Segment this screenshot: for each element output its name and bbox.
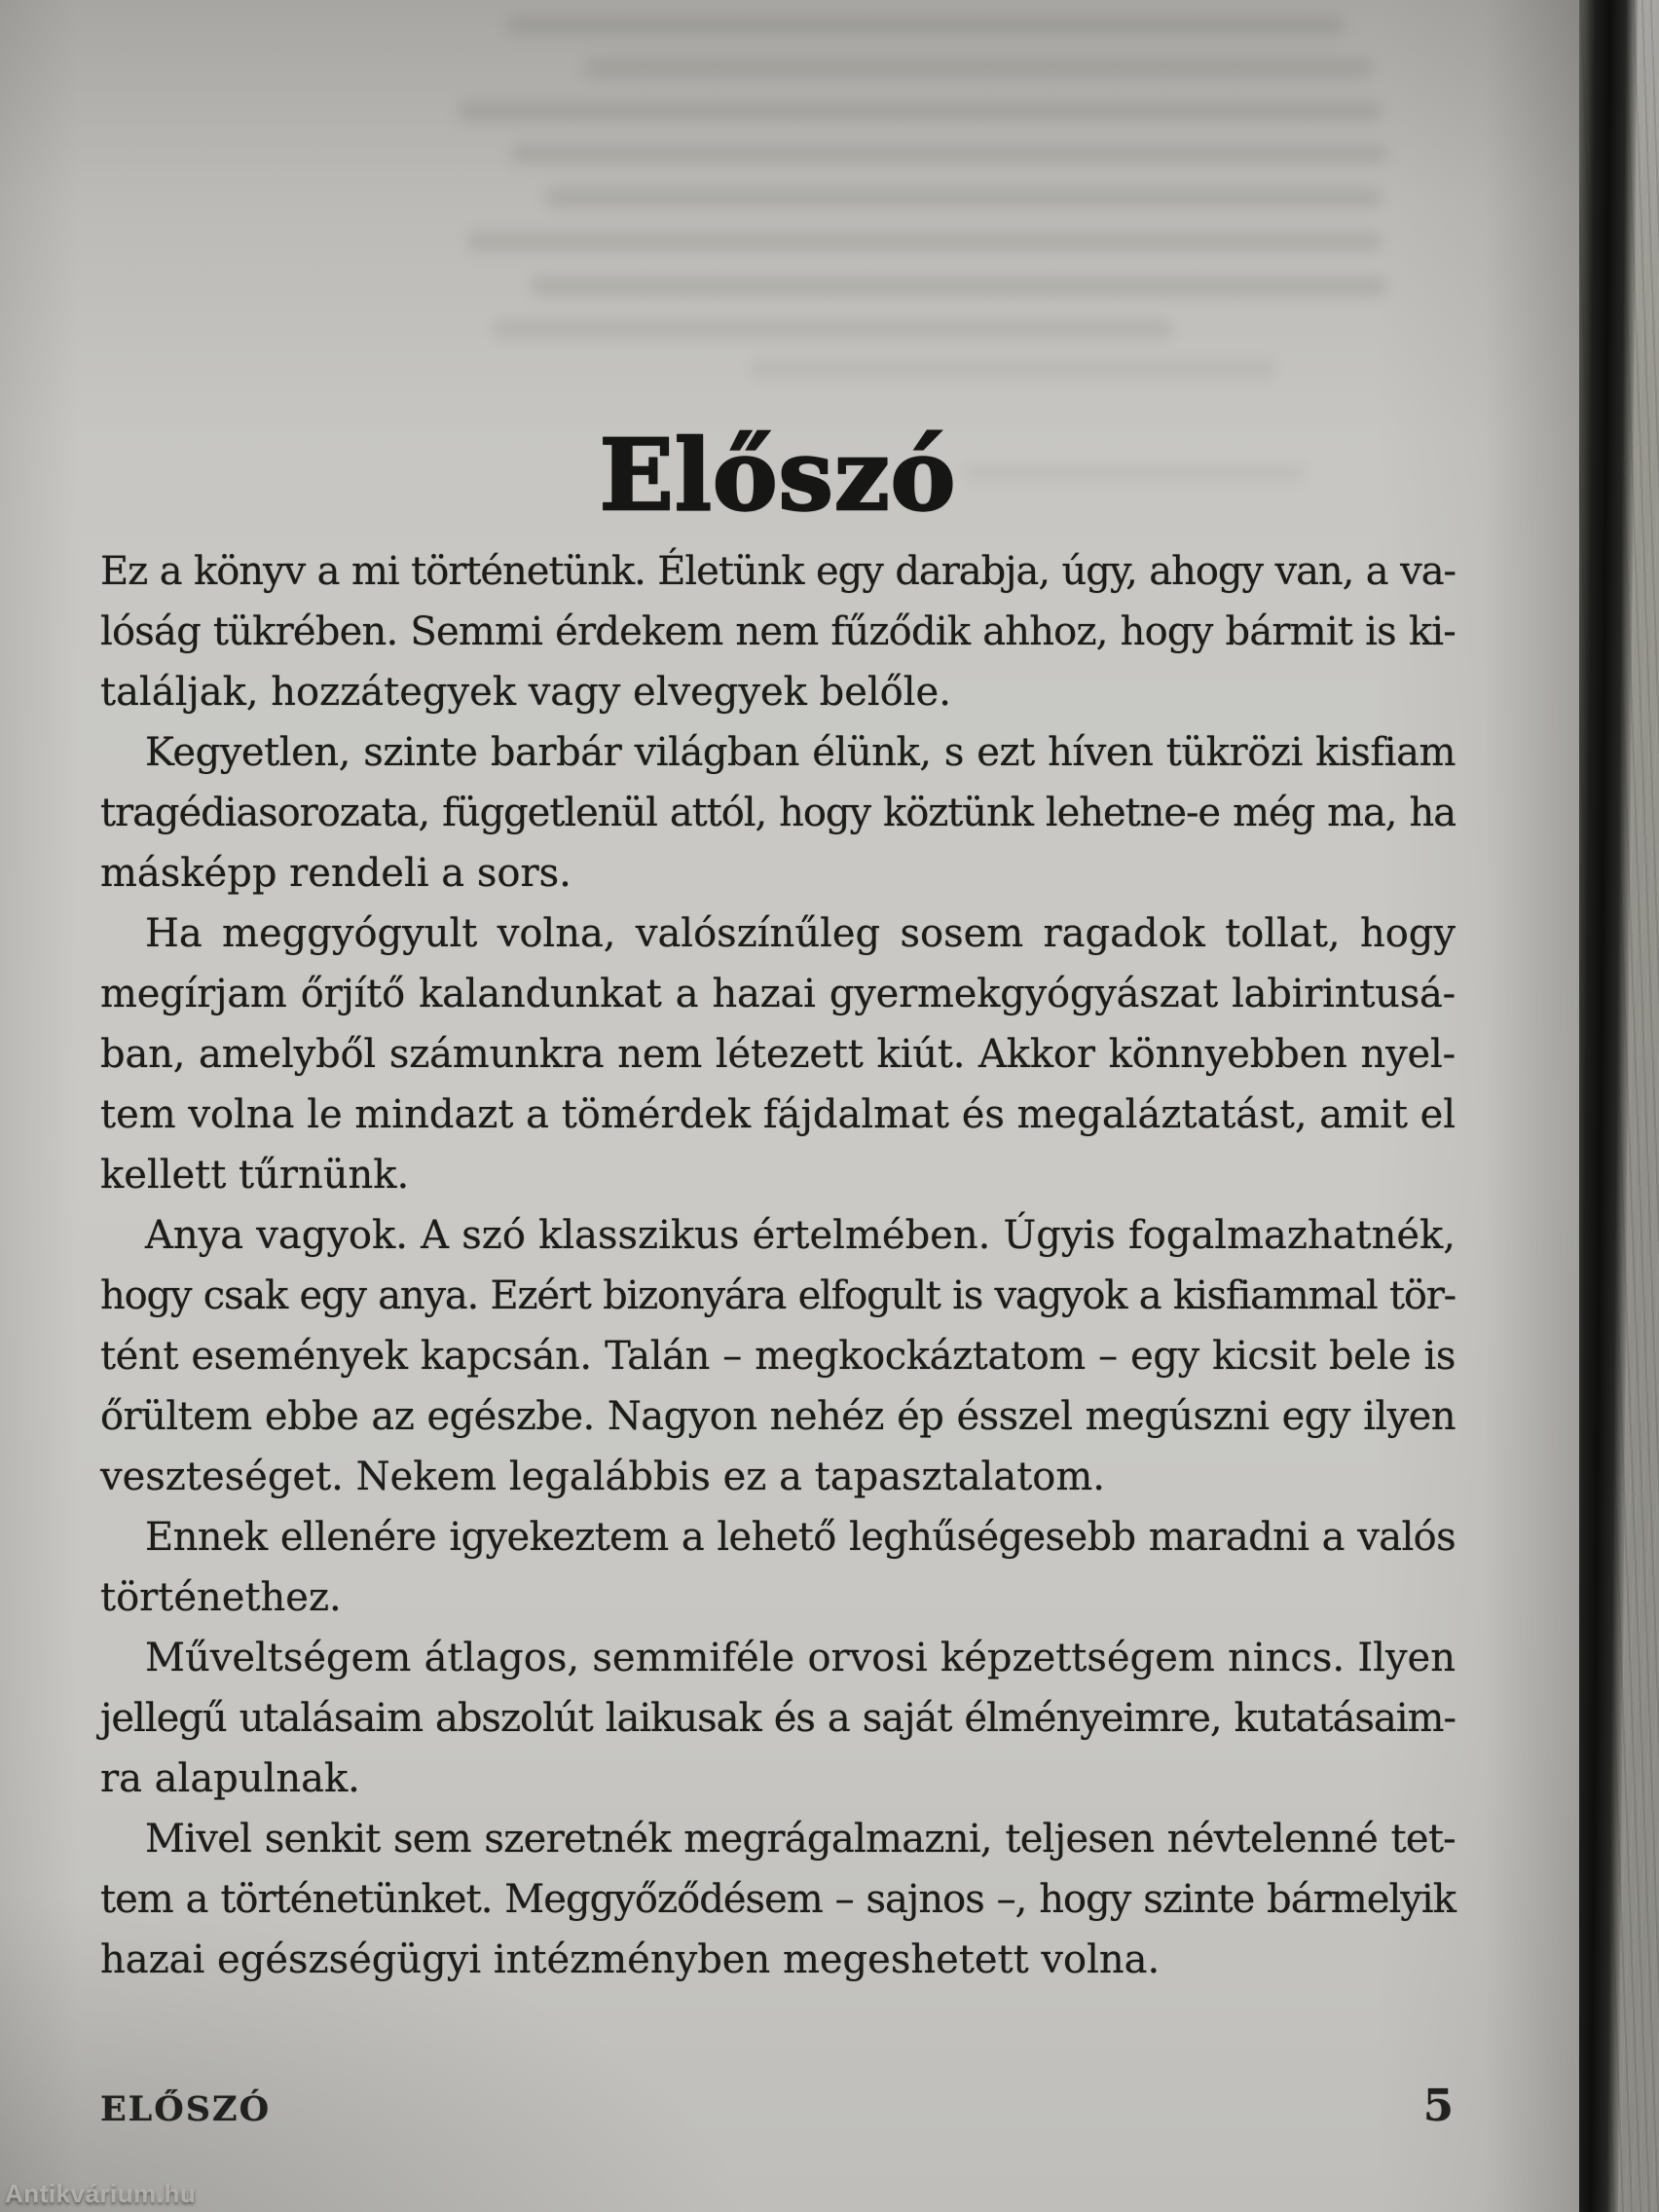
text-line: őrültem ebbe az egészbe. Nagyon nehéz ép ésszel megúszni egy ilyen bbox=[100, 1394, 1456, 1439]
page-title: Előszó bbox=[599, 418, 957, 533]
footer-page-number: 5 bbox=[1422, 2080, 1454, 2131]
paragraph bbox=[100, 541, 1456, 722]
text-line: Anya vagyok. A szó klasszikus értelmében. Úgyis fogalmazhatnék, bbox=[145, 1213, 1456, 1258]
text-line: Ha meggyógyult volna, valószínűleg sosem ragadok tollat, hogy bbox=[145, 911, 1456, 956]
text-line: tem a történetünket. Meggyőződésem – sajnos –, hogy szinte bármelyik bbox=[100, 1877, 1456, 1922]
bleedthrough-smudge bbox=[750, 360, 1275, 378]
text-line: Ennek ellenére igyekeztem a lehető leghűségesebb maradni a valós bbox=[145, 1515, 1456, 1560]
text-line: találjak, hozzátegyek vagy elvegyek belőle. bbox=[100, 670, 951, 715]
text-line: kellett tűrnünk. bbox=[100, 1153, 410, 1198]
paragraph bbox=[100, 903, 1456, 1205]
footer-section-label: ELŐSZÓ bbox=[100, 2089, 272, 2129]
paragraph bbox=[100, 1628, 1456, 1809]
bleedthrough-smudge bbox=[506, 16, 1344, 35]
paragraph bbox=[100, 1809, 1456, 1990]
text-line: hogy csak egy anya. Ezért bizonyára elfogult is vagyok a kisfiammal tör- bbox=[100, 1273, 1456, 1318]
paragraph bbox=[100, 722, 1456, 903]
text-line: jellegű utalásaim abszolút laikusak és a saját élményeimre, kutatásaim- bbox=[100, 1696, 1456, 1741]
text-line: másképp rendeli a sors. bbox=[100, 851, 571, 896]
bleedthrough-smudge bbox=[492, 319, 1173, 339]
bleedthrough-smudge bbox=[458, 100, 1382, 122]
watermark: Antikvárium.hu bbox=[5, 2179, 197, 2208]
text-line: lóság tükrében. Semmi érdekem nem fűződik ahhoz, hogy bármit is ki- bbox=[100, 609, 1456, 654]
paragraph bbox=[100, 1205, 1456, 1507]
text-line: történethez. bbox=[100, 1575, 342, 1620]
text-line: ban, amelyből számunkra nem létezett kiút. Akkor könnyebben nyel- bbox=[100, 1032, 1456, 1077]
text-line: Műveltségem átlagos, semmiféle orvosi képzettségem nincs. Ilyen bbox=[145, 1636, 1456, 1680]
text-line: ra alapulnak. bbox=[100, 1756, 360, 1801]
paragraph bbox=[100, 1507, 1456, 1628]
bleedthrough-smudge bbox=[584, 58, 1373, 78]
bleedthrough-smudge bbox=[545, 187, 1382, 208]
bleedthrough-smudge bbox=[531, 276, 1387, 296]
text-line: tént események kapcsán. Talán – megkockáztatom – egy kicsit bele is bbox=[100, 1334, 1456, 1379]
bleedthrough-smudge bbox=[467, 232, 1382, 251]
text-line: tragédiasorozata, függetlenül attól, hogy köztünk lehetne-e még ma, ha bbox=[100, 791, 1456, 835]
text-line: Ez a könyv a mi történetünk. Életünk egy darabja, úgy, ahogy van, a va- bbox=[100, 549, 1456, 594]
text-line: Kegyetlen, szinte barbár világban élünk, s ezt híven tükrözi kisfiam bbox=[145, 730, 1456, 775]
text-line: megírjam őrjítő kalandunkat a hazai gyermekgyógyászat labirintusá- bbox=[100, 972, 1456, 1016]
text-line: tem volna le mindazt a tömérdek fájdalmat és megaláztatást, amit el bbox=[100, 1092, 1456, 1137]
body-text bbox=[100, 541, 1456, 1990]
text-line: Mivel senkit sem szeretnék megrágalmazni, teljesen névtelenné tet- bbox=[145, 1817, 1456, 1862]
text-line: hazai egészségügyi intézményben megeshetett volna. bbox=[100, 1937, 1161, 1982]
page-footer bbox=[100, 2080, 1454, 2131]
bleedthrough-smudge bbox=[511, 144, 1387, 164]
text-line: veszteséget. Nekem legalábbis ez a tapasztalatom. bbox=[100, 1455, 1105, 1499]
